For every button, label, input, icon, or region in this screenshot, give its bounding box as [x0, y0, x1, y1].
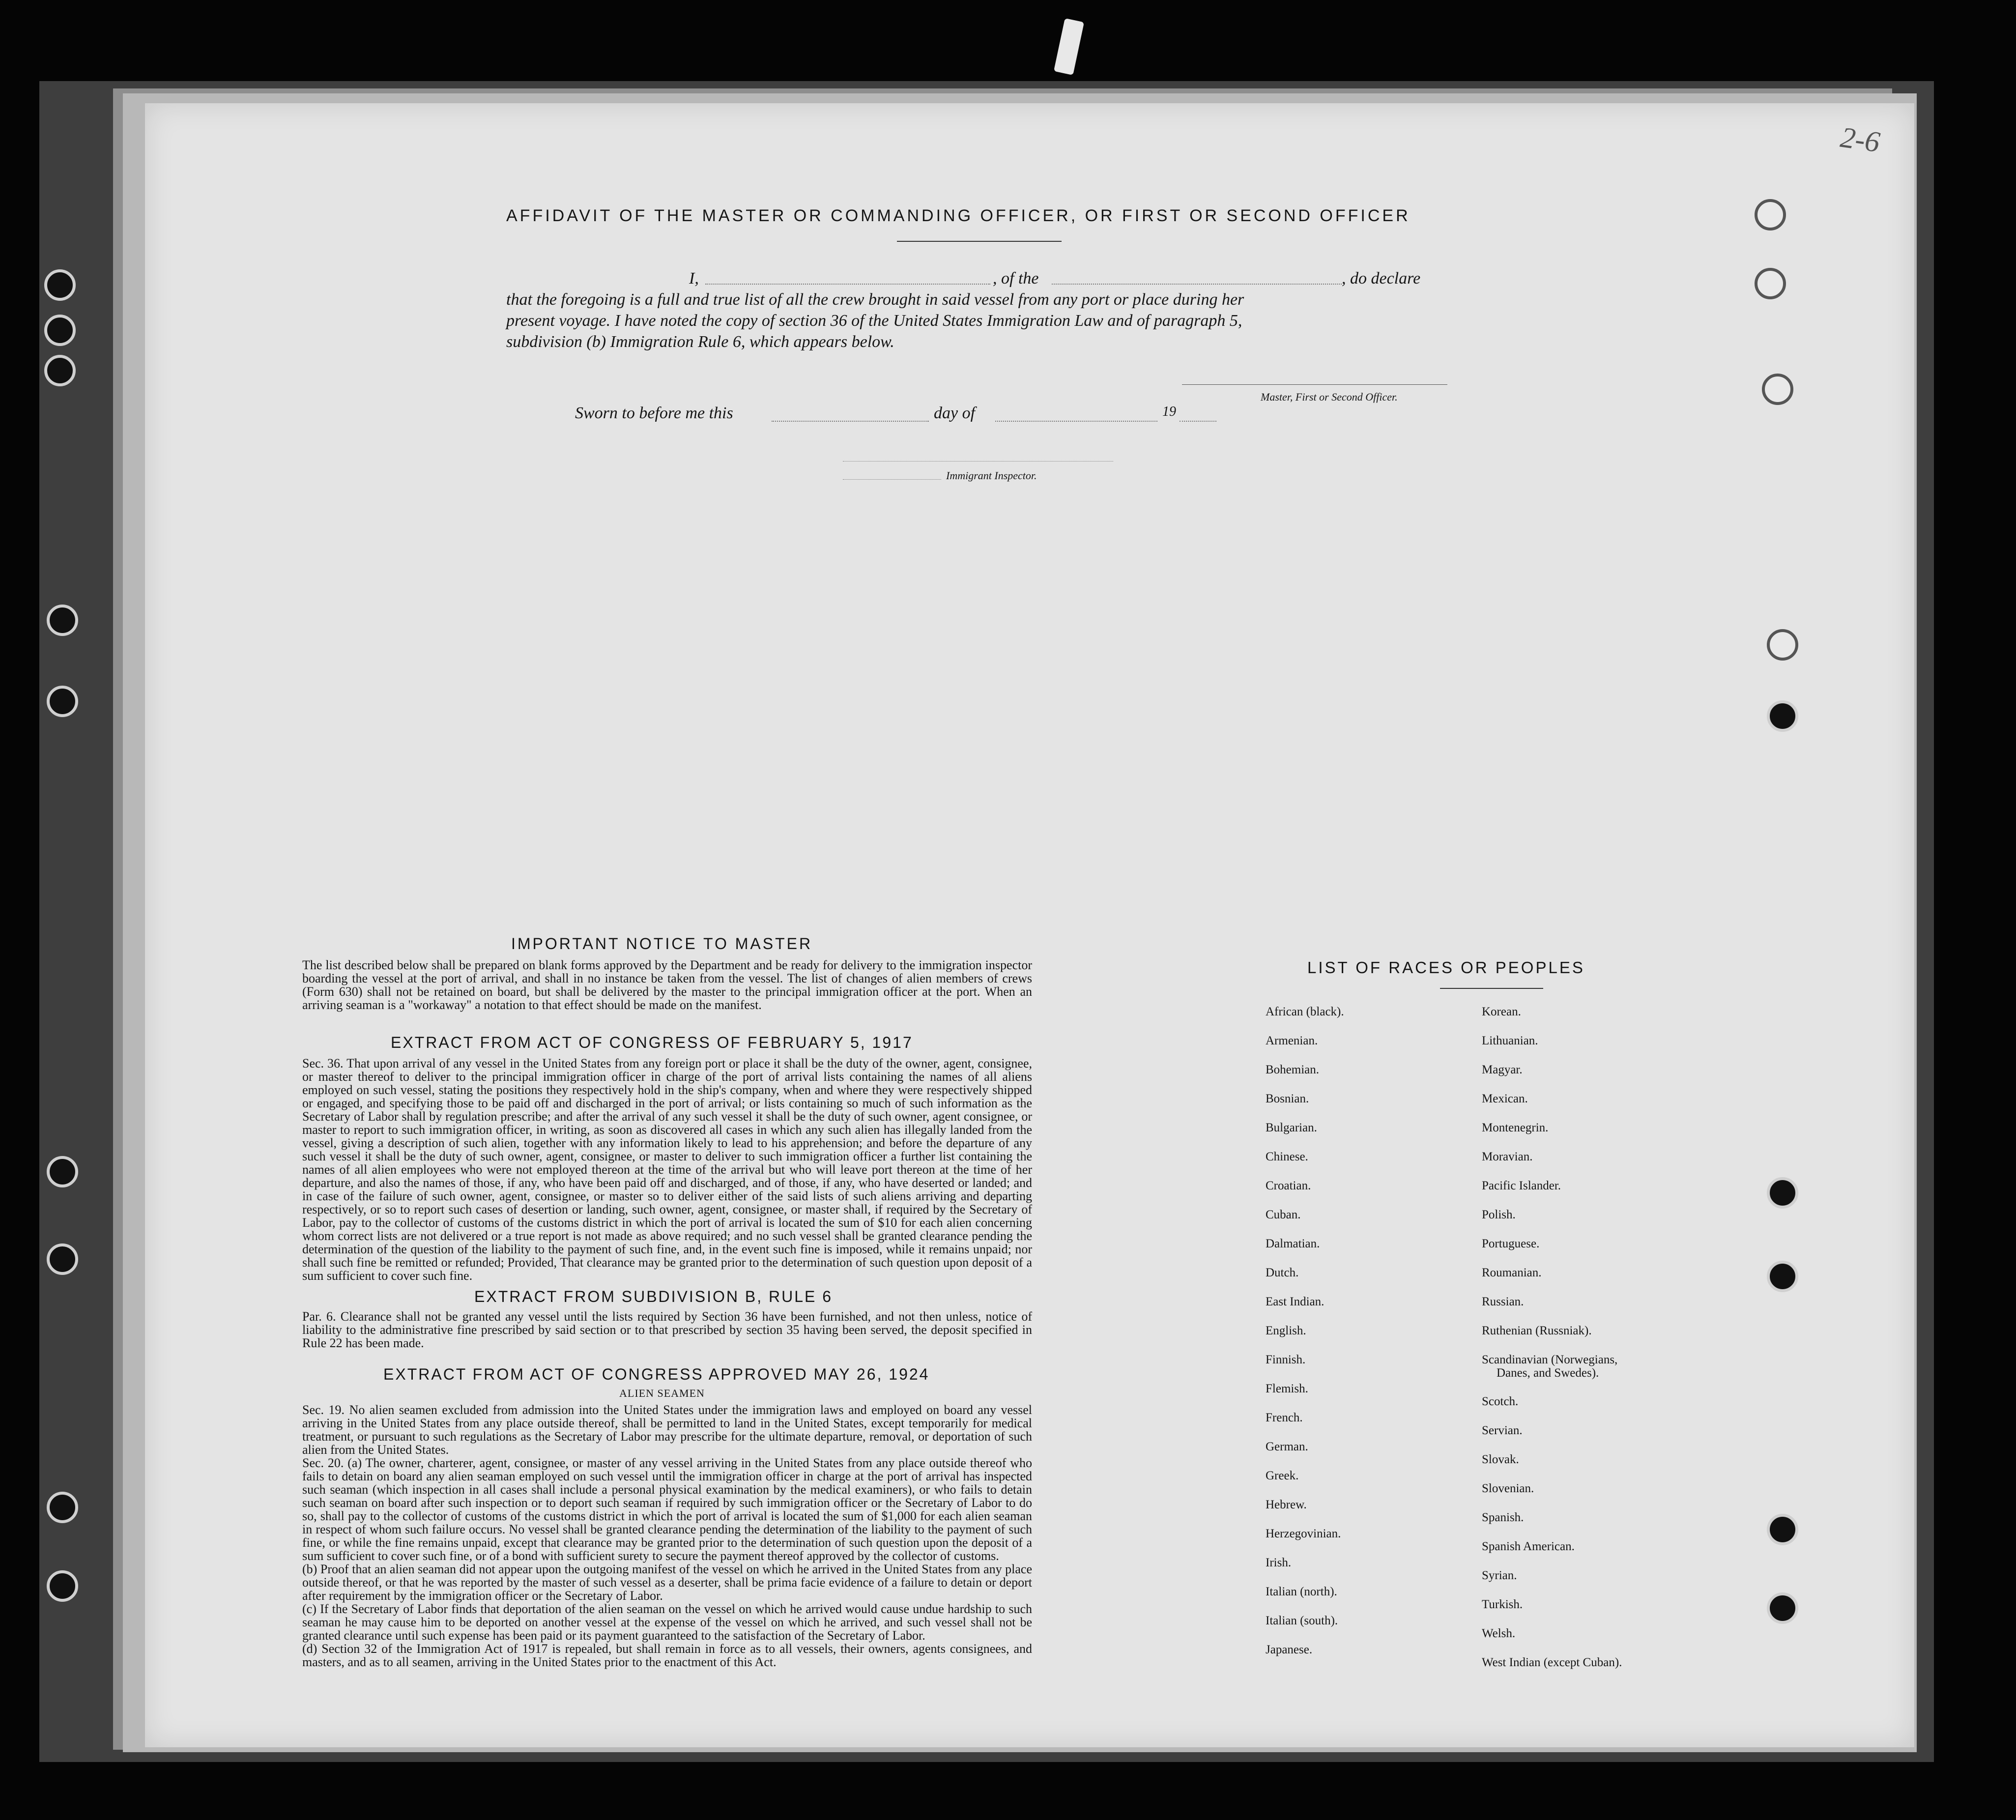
- binder-hole: [47, 1156, 78, 1187]
- race-item: Armenian.: [1266, 1034, 1318, 1047]
- vessel-field[interactable]: [1052, 284, 1342, 285]
- race-item: Moravian.: [1482, 1150, 1533, 1163]
- binder-hole: [47, 1243, 78, 1275]
- race-item: Bulgarian.: [1266, 1121, 1317, 1134]
- race-item: Russian.: [1482, 1295, 1524, 1308]
- sworn-year-field[interactable]: [1180, 421, 1216, 422]
- sworn-day-field[interactable]: [772, 421, 929, 422]
- race-item: Chinese.: [1266, 1150, 1308, 1163]
- race-item: West Indian (except Cuban).: [1482, 1656, 1622, 1669]
- race-item: Dalmatian.: [1266, 1237, 1320, 1250]
- race-item: Danes, and Swedes).: [1497, 1366, 1599, 1380]
- title-rule: [897, 241, 1062, 242]
- race-item: Cuban.: [1266, 1208, 1301, 1221]
- year-prefix: 19: [1162, 404, 1176, 419]
- race-item: Croatian.: [1266, 1179, 1311, 1192]
- race-item: German.: [1266, 1440, 1308, 1453]
- race-item: Montenegrin.: [1482, 1121, 1549, 1134]
- of-the-label: , of the: [993, 269, 1039, 288]
- race-item: Servian.: [1482, 1424, 1523, 1437]
- act1917-title: EXTRACT FROM ACT OF CONGRESS OF FEBRUARY 5, 1917: [391, 1034, 913, 1051]
- binder-hole: [44, 269, 76, 301]
- race-item: Bosnian.: [1266, 1092, 1309, 1105]
- race-item: Finnish.: [1266, 1353, 1306, 1366]
- race-item: Lithuanian.: [1482, 1034, 1538, 1047]
- races-title-rule: [1440, 988, 1543, 989]
- affidavit-title: AFFIDAVIT OF THE MASTER OR COMMANDING OFFICER, OR FIRST OR SECOND OFFICER: [506, 206, 1411, 225]
- race-item: Italian (north).: [1266, 1585, 1337, 1598]
- name-field[interactable]: [705, 284, 990, 285]
- affidavit-line-1: [506, 268, 1509, 289]
- act1924-sec20c: (c) If the Secretary of Labor finds that deportation of the alien seaman on the vessel on which he arrived would cause undue hardship to such seaman he may cause him to be deported on another vessel at the expense of the vessel on which he arrived, and such vessel shall not be granted clearance until such expense has been paid or its payment guaranteed to the satisfaction of the Secretary of Labor.: [302, 1602, 1032, 1643]
- notice-title: IMPORTANT NOTICE TO MASTER: [511, 935, 813, 953]
- races-title: LIST OF RACES OR PEOPLES: [1307, 958, 1585, 977]
- act1924-body: [302, 1403, 1032, 1669]
- manifest-page: [145, 103, 1914, 1747]
- race-item: Roumanian.: [1482, 1266, 1542, 1279]
- act1924-sec19: Sec. 19. No alien seamen excluded from admission into the United States under the immigration laws and employed on board any vessel arriving in the United States from any place outside thereof, shall be permitted to land in the United States, except temporarily for medical treatment, or pursuant to such regulations as the Secretary of Labor may prescribe for the ultimate departure, removal, or deportation of such alien from the United States.: [302, 1403, 1032, 1457]
- race-item: Polish.: [1482, 1208, 1516, 1221]
- race-item: Mexican.: [1482, 1092, 1528, 1105]
- punch-hole: [1767, 700, 1798, 732]
- rule6-text: Par. 6. Clearance shall not be granted any vessel until the lists required by Section 36 have been furnished, and not then unless, notice of liability to the administrative fine prescribed by said section or to that prescribed by section 35 having been served, the deposit specified in Rule 22 has been made.: [302, 1309, 1032, 1350]
- race-item: Italian (south).: [1266, 1614, 1338, 1627]
- do-declare-label: , do declare: [1342, 269, 1421, 288]
- sworn-line: [575, 404, 1263, 426]
- race-item: Pacific Islander.: [1482, 1179, 1561, 1192]
- binder-hole: [44, 355, 76, 386]
- race-item: Spanish.: [1482, 1511, 1524, 1524]
- binder-hole: [47, 686, 78, 717]
- race-item: Scandinavian (Norwegians,: [1482, 1353, 1618, 1366]
- race-item: Hebrew.: [1266, 1498, 1307, 1511]
- race-item: Slovak.: [1482, 1453, 1519, 1466]
- i-label: I,: [689, 269, 699, 288]
- inspector-caption: Immigrant Inspector.: [946, 469, 1037, 482]
- race-item: Welsh.: [1482, 1627, 1516, 1640]
- rule6-title: EXTRACT FROM SUBDIVISION B, RULE 6: [474, 1288, 833, 1305]
- race-item: Portuguese.: [1482, 1237, 1540, 1250]
- race-item: East Indian.: [1266, 1295, 1325, 1308]
- race-item: Turkish.: [1482, 1598, 1523, 1611]
- act1917-text: Sec. 36. That upon arrival of any vessel in the United States from any foreign port or place it shall be the duty of the owner, agent, consignee, or master thereof to deliver to the principal immigration officer in charge of the port of arrival lists containing the names of all aliens employed on such vessel, stating the positions they respectively hold in the ship's company, when and where they were respectively shipped or engaged, and specifying those to be paid off and discharged in the port of arrival; or lists containing so much of such information as the Secretary of Labor shall by regulation prescribe; and after the arrival of any such vessel it shall be the duty of such owner, agent consignee, or master to report to such immigration officer, in writing, as soon as discovered all cases in which any such alien has illegally landed from the vessel, giving a description of such alien, together with any information likely to lead to his apprehension; and before the departure of any such vessel it shall be the duty of such owner, agent, consignee, or master to deliver to such immigration officer a further list containing the names of all alien employees who were not employed thereon at the time of the arrival but who will leave port thereon at the time of her departure, and also the names of those, if any, who have been paid off and discharged, and of those, if any, who have deserted or landed; and in case of the failure of such owner, agent, consignee, or master so to deliver either of the said lists of such aliens arriving and departing respectively, or so to report such cases of desertion or landing, such owner, agent, consignee, or master shall, if required by the Secretary of Labor, pay to the collector of customs of the customs district in which the port of arrival is located the sum of $10 for each alien concerning whom correct lists are not delivered or a true report is not made as above required; and no such vessel shall be granted clearance pending the determination of the question of the liability to the payment of such fine, and, in the event such fine is imposed, while it remains unpaid; nor shall such fine be remitted or refunded; Provided, That clearance may be granted prior to the determination of such question upon deposit of a sum sufficient to cover such fine.: [302, 1056, 1032, 1283]
- race-item: Flemish.: [1266, 1382, 1308, 1395]
- act1924-sec20b: (b) Proof that an alien seaman did not appear upon the outgoing manifest of the vessel on which he arrived in the United States from any place outside thereof, or that he was reported by the master of such vessel as a deserter, shall be prima facie evidence of a failure to detain or deport after requirement by the immigration officer or the Secretary of Labor.: [302, 1562, 1032, 1603]
- binder-hole: [47, 605, 78, 636]
- day-of-label: day of: [934, 404, 976, 422]
- act1924-subtitle: ALIEN SEAMEN: [619, 1387, 705, 1399]
- sworn-month-field[interactable]: [995, 421, 1157, 422]
- race-item: Slovenian.: [1482, 1482, 1534, 1495]
- race-item: Bohemian.: [1266, 1063, 1320, 1076]
- inspector-line[interactable]: [843, 461, 1113, 462]
- act1924-sec20a: Sec. 20. (a) The owner, charterer, agent, consignee, or master of any vessel arriving in the United States from any place outside thereof who fails to detain on board any alien seaman employed on such vessel until the immigration officer in charge at the port of arrival has inspected such seaman (which inspection in all cases shall include a personal physical examination by the medical examiners), or who fails to detain such seaman on board after such inspection or to deport such seaman if required by such immigration officer or the Secretary of Labor to do so, shall pay to the collector of customs of the customs district in which the port of arrival is located the sum of $1,000 for each alien seaman in respect of whom such failure occurs. No vessel shall be granted clearance pending the determination of the liability to the payment of such fine, or while the fine remains unpaid, except that clearance may be granted prior to the determination of such question upon the deposit of a sum sufficient to cover such fine, or of a bond with sufficient surety to secure the payment thereof approved by the collector of customs.: [302, 1456, 1032, 1563]
- act1924-title: EXTRACT FROM ACT OF CONGRESS APPROVED MAY 26, 1924: [383, 1365, 930, 1383]
- race-item: Syrian.: [1482, 1569, 1517, 1582]
- race-item: French.: [1266, 1411, 1303, 1424]
- race-item: English.: [1266, 1324, 1306, 1337]
- race-item: Herzegovinian.: [1266, 1527, 1341, 1540]
- binder-hole: [47, 1570, 78, 1602]
- signature-line[interactable]: [1182, 384, 1447, 385]
- race-item: Irish.: [1266, 1556, 1292, 1569]
- punch-hole: [1767, 629, 1798, 661]
- binder-hole: [47, 1492, 78, 1523]
- race-item: Spanish American.: [1482, 1540, 1575, 1553]
- race-item: African (black).: [1266, 1005, 1344, 1018]
- signature-caption: Master, First or Second Officer.: [1261, 391, 1398, 403]
- affidavit-line-3: present voyage. I have noted the copy of section 36 of the United States Immigration Law and of paragraph 5,: [506, 312, 1242, 330]
- inspector-line-2[interactable]: [843, 479, 941, 480]
- punch-hole: [1767, 1177, 1798, 1209]
- binder-hole: [44, 315, 76, 346]
- binder-clip: [1054, 18, 1084, 75]
- race-item: Scotch.: [1482, 1395, 1519, 1408]
- affidavit-line-4: subdivision (b) Immigration Rule 6, which appears below.: [506, 333, 894, 351]
- pencil-annotation: 2-6: [1838, 120, 1882, 159]
- punch-hole: [1767, 1514, 1798, 1545]
- race-item: Korean.: [1482, 1005, 1521, 1018]
- punch-hole: [1755, 199, 1786, 231]
- act1924-sec20d: (d) Section 32 of the Immigration Act of 1917 is repealed, but shall remain in force as to all vessels, their owners, agents consignees, and masters, and as to all seamen, arriving in the United States prior to the enactment of this Act.: [302, 1642, 1032, 1669]
- race-item: Ruthenian (Russniak).: [1482, 1324, 1592, 1337]
- notice-text: The list described below shall be prepared on blank forms approved by the Department and be ready for delivery to the immigration inspector boarding the vessel at the port of arrival, and shall in no instance be taken from the vessel. The list of changes of alien members of crews (Form 630) shall not be retained on board, but shall be delivered by the master to the principal immigration officer at the port. When an arriving seaman is a "workaway" a notation to that effect should be made on the manifest.: [302, 958, 1032, 1012]
- race-item: Dutch.: [1266, 1266, 1299, 1279]
- race-item: Japanese.: [1266, 1643, 1313, 1656]
- affidavit-body: [506, 268, 1509, 352]
- sworn-label: Sworn to before me this: [575, 404, 733, 422]
- affidavit-line-2: that the foregoing is a full and true list of all the crew brought in said vessel from any port or place during her: [506, 290, 1244, 309]
- punch-hole: [1767, 1592, 1798, 1624]
- race-item: Greek.: [1266, 1469, 1299, 1482]
- punch-hole: [1762, 374, 1793, 405]
- punch-hole: [1755, 268, 1786, 299]
- punch-hole: [1767, 1261, 1798, 1292]
- race-item: Magyar.: [1482, 1063, 1523, 1076]
